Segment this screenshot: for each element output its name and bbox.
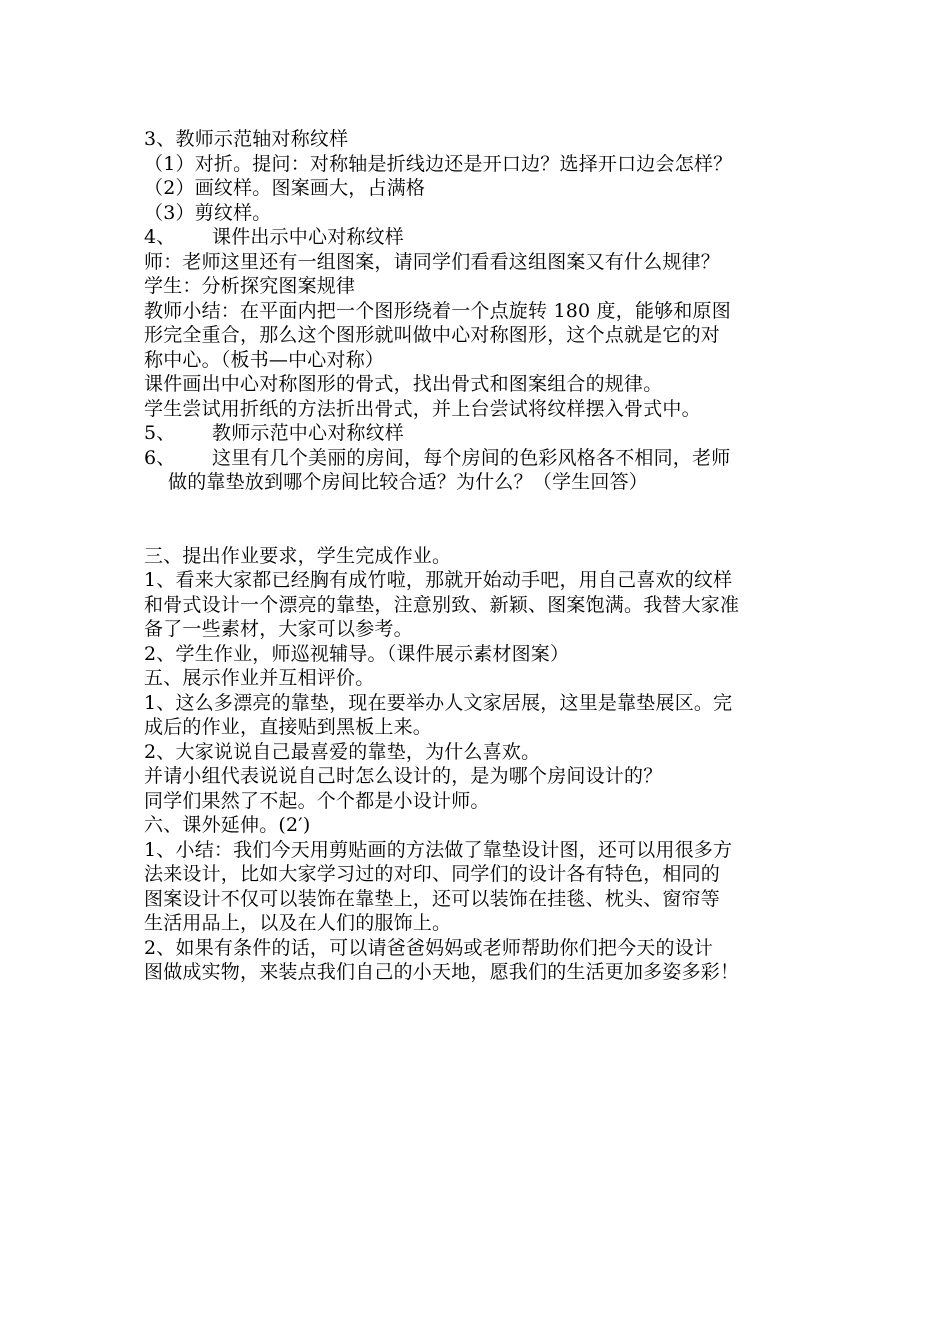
list-number: 6、 (144, 446, 176, 469)
line-text: （1）对折。提问：对称轴是折线边还是开口边？选择开口边会怎样？ (144, 152, 733, 175)
text-line (144, 470, 814, 495)
document-body (144, 127, 814, 985)
line-text: 2、如果有条件的话，可以请爸爸妈妈或老师帮助你们把今天的设计 (144, 936, 714, 959)
text-line (144, 715, 814, 740)
line-text: 并请小组代表说说自己时怎么设计的，是为哪个房间设计的？ (144, 765, 663, 787)
text-line (144, 225, 814, 250)
line-text: 课件画出中心对称图形的骨式，找出骨式和图案组合的规律。 (144, 373, 663, 395)
line-text: 备了一些素材，大家可以参考。 (144, 618, 413, 640)
text-line (144, 862, 814, 887)
line-text: 称中心。（板书—中心对称） (144, 348, 385, 371)
text-line (144, 127, 814, 152)
text-line (144, 250, 814, 275)
line-text: 学生：分析探究图案规律 (144, 275, 356, 297)
text-line (144, 274, 814, 299)
text-line (144, 568, 814, 593)
text-line (144, 936, 814, 961)
text-line (144, 201, 814, 226)
list-number: 5、 (144, 422, 176, 444)
line-text: 图做成实物，来装点我们自己的小天地，愿我们的生活更加多姿多彩！ (144, 961, 740, 983)
text-line (144, 740, 814, 765)
text-line (144, 789, 814, 814)
line-text: 教师小结：在平面内把一个图形绕着一个点旋转 180 度，能够和原图 (144, 299, 731, 322)
line-text: 形完全重合，那么这个图形就叫做中心对称图形，这个点就是它的对 (144, 324, 721, 346)
text-line (144, 960, 814, 985)
text-line (144, 544, 814, 569)
line-text: 三、提出作业要求，学生完成作业。 (144, 544, 452, 567)
line-text: （3）剪纹样。 (144, 201, 272, 224)
text-line (144, 813, 814, 838)
line-text: 这里有几个美丽的房间，每个房间的色彩风格各不相同，老师 (212, 446, 731, 469)
line-text: 同学们果然了不起。个个都是小设计师。 (144, 789, 490, 812)
line-text: 教师示范中心对称纹样 (212, 422, 405, 444)
text-line (144, 348, 814, 373)
line-text: 师：老师这里还有一组图案，请同学们看看这组图案又有什么规律？ (144, 250, 721, 273)
text-line (144, 446, 814, 471)
text-line (144, 299, 814, 324)
text-line (144, 152, 814, 177)
line-text: 生活用品上，以及在人们的服饰上。 (144, 912, 452, 934)
line-text: （2）画纹样。图案画大，占满格 (144, 177, 426, 199)
text-line (144, 593, 814, 618)
blank-gap (144, 495, 814, 544)
line-text: 3、教师示范轴对称纹样 (144, 128, 349, 150)
line-text: 六、课外延伸。(2′) (144, 814, 311, 836)
text-line (144, 617, 814, 642)
text-line (144, 691, 814, 716)
line-text: 成后的作业，直接贴到黑板上来。 (144, 716, 433, 738)
text-line (144, 397, 814, 422)
text-line (144, 372, 814, 397)
line-text: 图案设计不仅可以装饰在靠垫上，还可以装饰在挂毯、枕头、窗帘等 (144, 887, 721, 910)
text-line (144, 176, 814, 201)
line-text: 法来设计，比如大家学习过的对印、同学们的设计各有特色，相同的 (144, 863, 721, 885)
line-text: 2、学生作业，师巡视辅导。（课件展示素材图案） (144, 642, 570, 665)
list-number: 4、 (144, 226, 176, 248)
line-text: 五、展示作业并互相评价。 (144, 667, 375, 689)
line-text: 1、看来大家都已经胸有成竹啦，那就开始动手吧，用自己喜欢的纹样 (144, 569, 733, 591)
text-line (144, 911, 814, 936)
text-line (144, 838, 814, 863)
line-text: 2、大家说说自己最喜爱的靠垫，为什么喜欢。 (144, 740, 541, 763)
text-line (144, 764, 814, 789)
line-text: 1、小结：我们今天用剪贴画的方法做了靠垫设计图，还可以用很多方 (144, 838, 733, 861)
line-text: 1、这么多漂亮的靠垫，现在要举办人文家居展，这里是靠垫展区。完 (144, 691, 733, 714)
line-text: 做的靠垫放到哪个房间比较合适？为什么？（学生回答） (168, 471, 649, 493)
text-line (144, 666, 814, 691)
line-text: 和骨式设计一个漂亮的靠垫，注意别致、新颖、图案饱满。我替大家准 (144, 593, 740, 616)
text-line (144, 887, 814, 912)
text-line (144, 642, 814, 667)
line-text: 课件出示中心对称纹样 (212, 226, 405, 248)
text-line (144, 421, 814, 446)
line-text: 学生尝试用折纸的方法折出骨式，并上台尝试将纹样摆入骨式中。 (144, 397, 701, 420)
text-line (144, 323, 814, 348)
